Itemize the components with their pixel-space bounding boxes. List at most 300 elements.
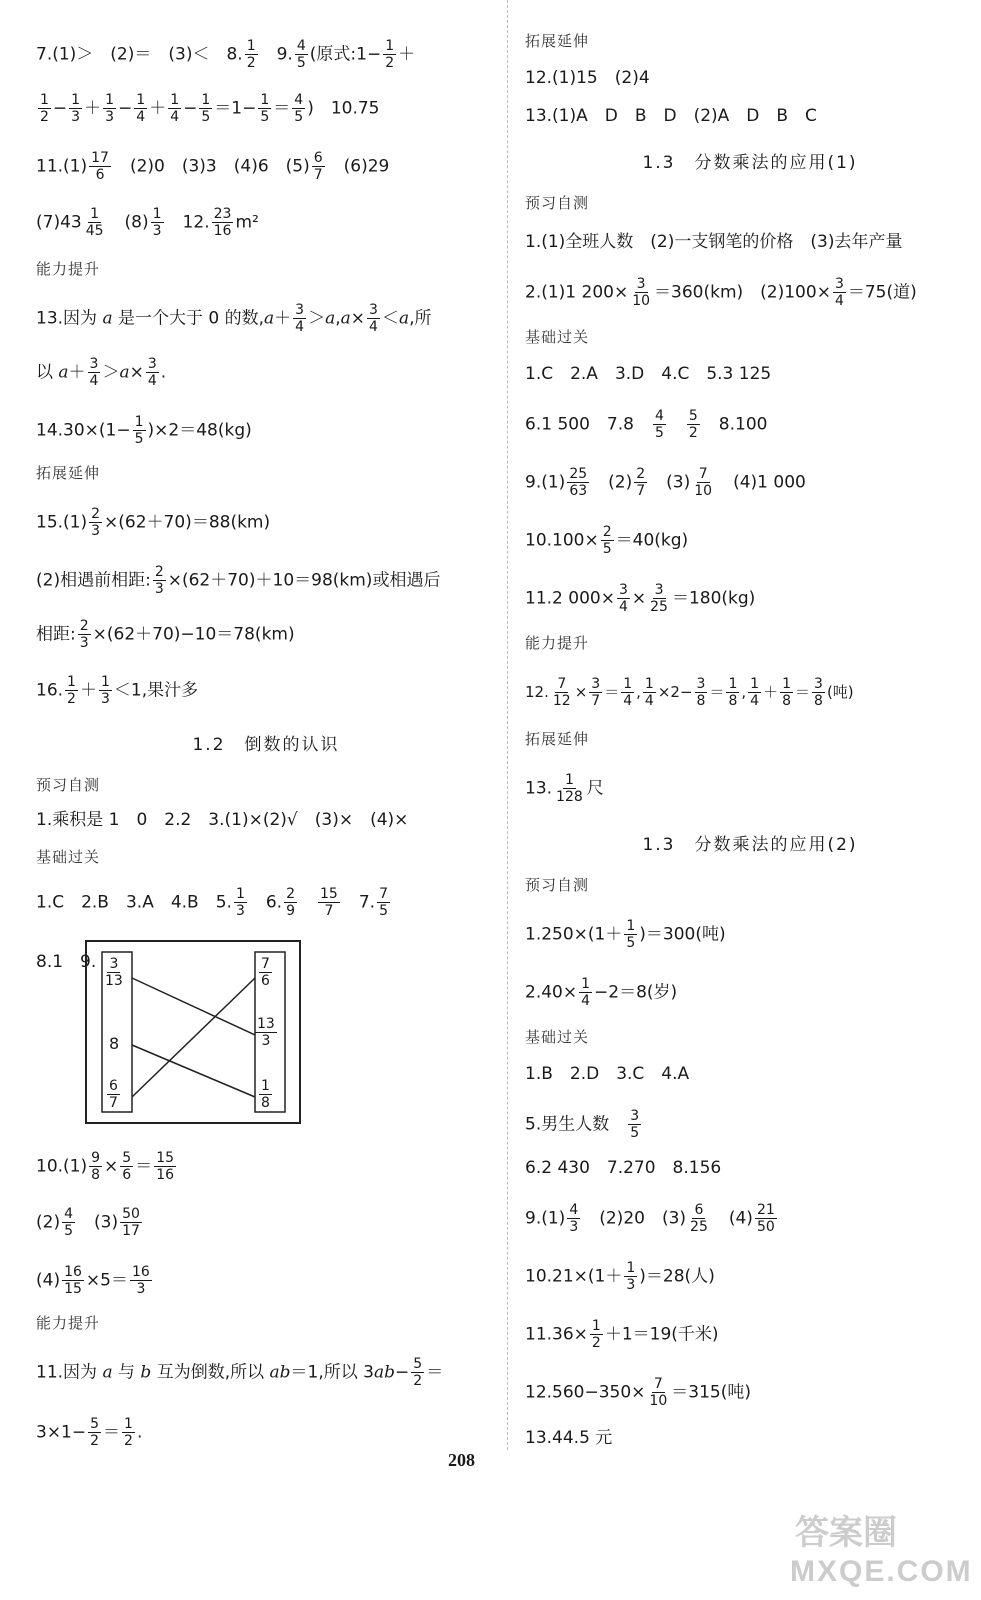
- fraction: [624, 918, 637, 951]
- answer-line: [36, 618, 295, 651]
- text-segment: 2.(1)1 200×: [525, 282, 629, 303]
- text-segment: ,所: [409, 308, 432, 329]
- match-line-2: [132, 1045, 255, 1097]
- denominator: 8: [728, 693, 738, 709]
- fraction: [688, 1202, 710, 1235]
- match-left-2: 8: [109, 1034, 120, 1053]
- page-number: 208: [448, 1450, 475, 1470]
- numerator: 1: [134, 414, 144, 430]
- fraction: [812, 676, 825, 709]
- fraction: [692, 466, 714, 499]
- denominator: 4: [644, 693, 654, 709]
- text-segment: )＝300(吨): [639, 924, 726, 945]
- section-heading: 基础过关: [525, 1028, 590, 1046]
- denominator: 4: [295, 319, 305, 335]
- text-segment: −: [395, 1362, 410, 1383]
- section-heading: 基础过关: [525, 328, 590, 346]
- text-segment: ＋: [763, 683, 779, 701]
- text-segment: ＝: [604, 683, 620, 701]
- fraction: [695, 676, 708, 709]
- text-segment: 11.因为: [36, 1362, 103, 1383]
- numerator: 1: [105, 92, 115, 108]
- fraction: [62, 1206, 75, 1239]
- denominator: 3: [569, 1219, 579, 1235]
- answer-line: [525, 524, 688, 557]
- numerator: 4: [294, 92, 304, 108]
- denominator: 25: [690, 1219, 708, 1235]
- numerator: 3: [591, 676, 601, 692]
- match-right-3: $\frac{1}{8}$: [261, 1078, 270, 1111]
- column-divider: [507, 0, 508, 1450]
- denominator: 6: [95, 167, 105, 183]
- numerator: 5: [413, 1356, 423, 1372]
- fraction: [133, 414, 146, 447]
- answer-line: 1.乘积是 1 0 2.2 3.(1)×(2)√ (3)× (4)×: [36, 810, 409, 830]
- text-segment: ＝: [709, 683, 725, 701]
- numerator: 7: [557, 676, 567, 692]
- text-segment: ＝360(km) (2)100×: [654, 282, 831, 303]
- variable: a: [58, 362, 69, 383]
- text-segment: m²: [235, 212, 259, 233]
- denominator: 7: [324, 903, 334, 919]
- denominator: 10: [632, 293, 651, 309]
- answer-line: [525, 582, 755, 615]
- text-segment: (4): [36, 1270, 61, 1291]
- text-segment: ＝: [273, 98, 291, 119]
- denominator: 5: [294, 109, 304, 125]
- numerator: 7: [379, 886, 388, 902]
- denominator: 15: [64, 1281, 82, 1297]
- denominator: 2: [90, 1433, 100, 1449]
- answer-line: 13.44.5 元: [525, 1428, 613, 1448]
- denominator: 3: [152, 223, 162, 239]
- numerator: 1: [591, 1318, 601, 1334]
- fraction: [69, 92, 82, 125]
- text-segment: 2.40×: [525, 982, 578, 1003]
- answer-line: [36, 886, 392, 919]
- text-segment: (2)0 (3)3 (4)6 (5): [112, 156, 310, 177]
- fraction: [624, 1260, 637, 1293]
- text-segment: (7)43: [36, 212, 82, 233]
- fraction: [120, 1206, 142, 1239]
- section-heading: 能力提升: [525, 634, 590, 652]
- numerator: 1: [626, 918, 636, 934]
- denominator: 10: [649, 1393, 668, 1409]
- text-segment: 1.C 2.B 3.A 4.B 5.: [36, 892, 232, 913]
- numerator: 23: [213, 206, 232, 222]
- section-heading: 拓展延伸: [36, 464, 101, 482]
- match-right-2: $\frac{13}{3}$: [257, 1016, 275, 1049]
- text-segment: ×(62＋70)＋10＝98(km)或相遇后: [167, 570, 441, 591]
- denominator: 5: [64, 1223, 74, 1239]
- fraction: [122, 1416, 135, 1449]
- variable: a: [102, 308, 113, 329]
- text-segment: 13.因为: [36, 308, 103, 329]
- text-segment: (2): [36, 1212, 61, 1233]
- text-segment: ＝: [135, 1156, 153, 1177]
- numerator: 1: [728, 676, 738, 692]
- text-segment: 6.1 500 7.8: [525, 414, 651, 435]
- numerator: 6: [694, 1202, 704, 1218]
- fraction: [601, 524, 614, 557]
- fraction: [89, 1150, 102, 1183]
- answer-line: 8.1 9.: [36, 952, 97, 972]
- denominator: 2: [40, 109, 49, 125]
- text-segment: 12.560−350×: [525, 1382, 646, 1403]
- text-segment: 9.: [259, 44, 293, 65]
- denominator: 2: [124, 1433, 133, 1449]
- denominator: 8: [782, 693, 792, 709]
- text-segment: ＋1＝19(千米): [604, 1324, 719, 1345]
- text-segment: 3×1−: [36, 1422, 87, 1443]
- denominator: 9: [286, 903, 296, 919]
- text-segment: ×: [350, 308, 366, 329]
- fraction: [551, 676, 573, 709]
- fraction: [648, 582, 670, 615]
- fraction: [295, 38, 308, 71]
- section-title: 1.2 倒数的认识: [192, 735, 340, 755]
- answer-line: [36, 1264, 154, 1297]
- text-segment: (2)相遇前相距:: [36, 570, 151, 591]
- answer-line: [525, 976, 677, 1009]
- denominator: 3: [235, 903, 245, 919]
- denominator: 4: [750, 693, 760, 709]
- numerator: 3: [834, 276, 844, 292]
- text-segment: )＝28(人): [639, 1266, 715, 1287]
- fraction: [89, 150, 111, 183]
- fraction: [103, 92, 116, 125]
- text-segment: [299, 893, 316, 913]
- fraction: [383, 38, 396, 71]
- fraction: [134, 92, 147, 125]
- text-segment: 6.: [248, 892, 283, 913]
- numerator: 7: [698, 466, 708, 482]
- text-segment: 是一个大于 0 的数,: [112, 308, 265, 329]
- fraction: [130, 1264, 152, 1297]
- text-segment: ＜: [381, 308, 399, 329]
- numerator: 1: [564, 772, 574, 788]
- numerator: 1: [67, 674, 76, 690]
- text-segment: 9.(1): [525, 472, 566, 493]
- text-segment: ＞: [308, 308, 326, 329]
- fraction: [88, 356, 101, 389]
- denominator: 17: [122, 1223, 140, 1239]
- answer-line: [525, 1260, 715, 1293]
- numerator: 1: [750, 676, 760, 692]
- numerator: 16: [64, 1264, 82, 1280]
- denominator: 12: [552, 693, 571, 709]
- answer-line: [525, 1202, 779, 1235]
- text-segment: 16.: [36, 680, 64, 701]
- text-segment: ＋: [398, 44, 416, 65]
- fraction: [567, 1202, 580, 1235]
- text-segment: (4)1 000: [716, 472, 806, 493]
- section-heading: 能力提升: [36, 260, 101, 278]
- denominator: 4: [834, 293, 844, 309]
- text-segment: 8.100: [701, 414, 768, 435]
- numerator: 1: [581, 976, 591, 992]
- denominator: 2: [688, 425, 698, 441]
- answer-line: [36, 1416, 142, 1449]
- text-segment: ＝: [795, 683, 811, 701]
- denominator: 2: [413, 1373, 423, 1389]
- answer-line: [36, 92, 380, 125]
- fraction: [687, 408, 700, 441]
- text-segment: ×5＝: [85, 1270, 128, 1291]
- fraction: [154, 1150, 176, 1183]
- text-segment: ＝: [103, 1422, 121, 1443]
- denominator: 7: [313, 167, 323, 183]
- denominator: 2: [67, 691, 76, 707]
- text-segment: 10.100×: [525, 530, 599, 551]
- section-heading: 预习自测: [525, 194, 590, 212]
- text-segment: ) 10.75: [307, 98, 380, 119]
- answer-line: [525, 676, 854, 709]
- denominator: 7: [591, 693, 601, 709]
- text-segment: 相距:: [36, 624, 76, 645]
- answer-line: [36, 150, 389, 183]
- fraction: [89, 506, 102, 539]
- text-segment: ＋: [149, 98, 167, 119]
- numerator: 21: [756, 1202, 775, 1218]
- numerator: 50: [122, 1206, 140, 1222]
- text-segment: )×2＝48(kg): [147, 420, 252, 441]
- section-title: 1.3 分数乘法的应用(1): [642, 153, 858, 173]
- denominator: 4: [581, 993, 591, 1009]
- fraction: [617, 582, 630, 615]
- fraction: [62, 1264, 84, 1297]
- denominator: 5: [134, 431, 144, 447]
- denominator: 3: [79, 635, 89, 651]
- numerator: 1: [246, 38, 256, 54]
- fraction: [621, 676, 634, 709]
- numerator: 5: [122, 1150, 132, 1166]
- numerator: 1: [623, 676, 633, 692]
- answer-line: [525, 1108, 643, 1141]
- text-segment: 11.(1): [36, 156, 88, 177]
- text-segment: 10.(1): [36, 1156, 88, 1177]
- numerator: 25: [569, 466, 588, 482]
- variable: a: [119, 362, 130, 383]
- text-segment: 12.: [165, 212, 210, 233]
- text-segment: (吨): [826, 683, 854, 701]
- numerator: 3: [147, 356, 157, 372]
- numerator: 6: [313, 150, 323, 166]
- text-segment: (6)29: [326, 156, 390, 177]
- denominator: 3: [136, 1281, 146, 1297]
- text-segment: (4): [711, 1208, 753, 1229]
- denominator: 63: [569, 483, 588, 499]
- text-segment: 14.30×(1−: [36, 420, 131, 441]
- text-segment: ,: [335, 308, 341, 329]
- fraction: [377, 886, 390, 919]
- numerator: 4: [64, 1206, 74, 1222]
- numerator: 3: [618, 582, 628, 598]
- fraction: [284, 886, 297, 919]
- denominator: 3: [105, 109, 115, 125]
- text-segment: ＋: [84, 98, 102, 119]
- fraction: [146, 356, 159, 389]
- watermark-url: MXQE.COM: [790, 1555, 973, 1588]
- fraction: [647, 1376, 669, 1409]
- fraction: [634, 466, 647, 499]
- match-line-1: [132, 978, 255, 1035]
- answer-line: 1.C 2.A 3.D 4.C 5.3 125: [525, 364, 772, 384]
- fraction: [567, 466, 589, 499]
- numerator: 4: [296, 38, 306, 54]
- denominator: 3: [91, 523, 101, 539]
- match-left-3: $\frac{6}{7}$: [109, 1078, 118, 1111]
- text-segment: .: [160, 362, 167, 383]
- text-segment: (原式:1−: [309, 44, 382, 65]
- text-segment: (8): [107, 212, 149, 233]
- denominator: 128: [556, 789, 583, 805]
- answer-line: [525, 466, 806, 499]
- numerator: 7: [653, 1376, 663, 1392]
- denominator: 5: [379, 903, 388, 919]
- fraction: [318, 886, 340, 919]
- fraction: [153, 564, 166, 597]
- text-segment: ＜1,果汁多: [113, 680, 199, 701]
- numerator: 1: [71, 92, 81, 108]
- text-segment: 5.男生人数: [525, 1114, 627, 1135]
- variable: ab: [269, 1362, 291, 1383]
- answer-line: 6.2 430 7.270 8.156: [525, 1158, 722, 1178]
- numerator: 2: [79, 618, 89, 634]
- fraction: [99, 674, 112, 707]
- numerator: 1: [40, 92, 49, 108]
- numerator: 4: [569, 1202, 579, 1218]
- numerator: 17: [91, 150, 109, 166]
- fraction: [151, 206, 164, 239]
- denominator: 5: [602, 541, 612, 557]
- variable: a: [264, 308, 275, 329]
- fraction: [643, 676, 656, 709]
- text-segment: ＝1,所以 3: [290, 1362, 374, 1383]
- text-segment: 10.21×(1＋: [525, 1266, 623, 1287]
- text-segment: ×(62＋70)−10＝78(km): [92, 624, 295, 645]
- denominator: 16: [213, 223, 232, 239]
- numerator: 9: [91, 1150, 101, 1166]
- denominator: 45: [85, 223, 104, 239]
- numerator: 15: [156, 1150, 175, 1166]
- variable: b: [140, 1362, 152, 1383]
- text-segment: ＋: [68, 362, 86, 383]
- variable: a: [398, 308, 410, 329]
- text-segment: 与: [112, 1362, 141, 1383]
- numerator: 2: [636, 466, 646, 482]
- match-line-3: [132, 978, 255, 1097]
- denominator: 3: [626, 1277, 636, 1293]
- section-heading: 基础过关: [36, 848, 101, 866]
- denominator: 2: [591, 1335, 601, 1351]
- numerator: 15: [320, 886, 338, 902]
- numerator: 3: [89, 356, 99, 372]
- answer-line: [525, 772, 604, 805]
- fraction: [258, 92, 271, 125]
- fraction: [726, 676, 739, 709]
- text-segment: ＝75(道): [847, 282, 917, 303]
- fraction: [780, 676, 793, 709]
- text-segment: ＋: [79, 680, 97, 701]
- denominator: 3: [100, 691, 110, 707]
- numerator: 1: [385, 38, 395, 54]
- denominator: 3: [154, 581, 164, 597]
- numerator: 2: [602, 524, 612, 540]
- answer-line: [36, 356, 166, 389]
- fraction: [168, 92, 181, 125]
- answer-line: 13.(1)A D B D (2)A D B C: [525, 106, 817, 126]
- denominator: 5: [654, 425, 664, 441]
- text-segment: ＝1−: [214, 98, 257, 119]
- variable: a: [102, 1362, 113, 1383]
- denominator: 2: [246, 55, 256, 71]
- text-segment: −: [118, 98, 133, 119]
- variable: ab: [374, 1362, 396, 1383]
- numerator: 1: [201, 92, 211, 108]
- fraction: [199, 92, 212, 125]
- text-segment: 13.: [525, 778, 553, 799]
- text-segment: ×: [574, 683, 588, 701]
- answer-line: [525, 918, 726, 951]
- denominator: 4: [147, 373, 157, 389]
- section-title: 1.3 分数乘法的应用(2): [642, 835, 858, 855]
- answer-line: 12.(1)15 (2)4: [525, 68, 650, 88]
- text-segment: −: [52, 98, 68, 119]
- text-segment: ＞: [102, 362, 120, 383]
- text-segment: .: [136, 1422, 143, 1443]
- answer-line: [36, 206, 259, 239]
- numerator: 3: [295, 302, 305, 318]
- text-segment: ×: [129, 362, 144, 383]
- denominator: 8: [696, 693, 706, 709]
- denominator: 5: [296, 55, 306, 71]
- text-segment: 7.(1)＞ (2)＝ (3)＜ 8.: [36, 44, 243, 65]
- text-segment: 15.(1): [36, 512, 88, 533]
- numerator: 3: [636, 276, 646, 292]
- denominator: 50: [756, 1219, 775, 1235]
- numerator: 3: [814, 676, 823, 692]
- match-left-1: $\frac{3}{13}$: [105, 956, 123, 989]
- text-segment: ＝180(kg): [671, 588, 756, 609]
- text-segment: 12.: [525, 683, 549, 701]
- fraction: [65, 674, 78, 707]
- text-segment: (2)20 (3): [582, 1208, 687, 1229]
- answer-line: [36, 1206, 144, 1239]
- denominator: 5: [201, 109, 211, 125]
- text-segment: 以: [36, 362, 59, 383]
- answer-line: [36, 414, 252, 447]
- numerator: 2: [286, 886, 296, 902]
- section-heading: 拓展延伸: [525, 730, 590, 748]
- answer-line: [36, 674, 198, 707]
- section-heading: 预习自测: [36, 776, 101, 794]
- text-segment: ×(62＋70)＝88(km): [104, 512, 271, 533]
- denominator: 4: [369, 319, 378, 335]
- numerator: 3: [696, 676, 706, 692]
- numerator: 3: [630, 1108, 640, 1124]
- fraction: [630, 276, 652, 309]
- numerator: 1: [644, 676, 654, 692]
- numerator: 5: [90, 1416, 100, 1432]
- denominator: 16: [156, 1167, 175, 1183]
- fraction: [312, 150, 325, 183]
- text-segment: −: [183, 98, 198, 119]
- text-segment: (3): [77, 1212, 119, 1233]
- watermark-logo: 答案圈: [795, 1514, 897, 1552]
- denominator: 4: [89, 373, 99, 389]
- matching-diagram: [85, 940, 301, 1124]
